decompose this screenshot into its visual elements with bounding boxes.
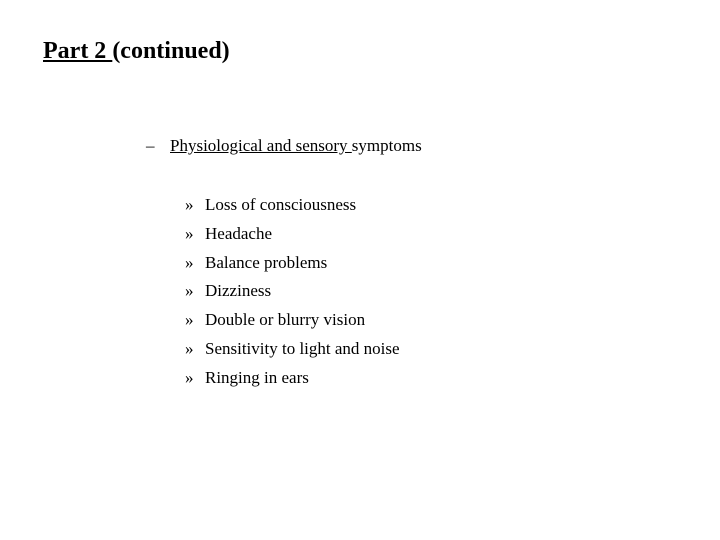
- chevron-bullet-icon: »: [185, 281, 194, 301]
- list-item-text: Headache: [205, 223, 273, 243]
- section-heading-rest: symptoms: [351, 136, 422, 155]
- chevron-bullet-icon: »: [185, 338, 194, 358]
- chevron-bullet-icon: »: [185, 367, 194, 387]
- slide-title: [43, 36, 230, 66]
- list-item-text: Loss of consciousness: [205, 195, 357, 214]
- list-item: [185, 364, 400, 393]
- dash-bullet: –: [146, 136, 155, 155]
- list-item-text: Ringing in ears: [205, 367, 309, 387]
- chevron-bullet-icon: »: [185, 252, 194, 272]
- symptom-list: [185, 191, 400, 393]
- list-item: [185, 306, 400, 335]
- chevron-bullet-icon: »: [185, 195, 194, 214]
- list-item: [185, 335, 400, 364]
- section-heading-underlined: Physiological and sensory: [170, 136, 352, 155]
- list-item: [185, 249, 400, 278]
- slide-title-rest: (continued): [112, 38, 230, 64]
- list-item: [185, 277, 400, 306]
- list-item: [185, 220, 400, 249]
- list-item: [185, 191, 400, 220]
- list-item-text: Balance problems: [205, 252, 328, 272]
- list-item-text: Double or blurry vision: [205, 310, 366, 330]
- slide-title-underlined: Part 2: [43, 38, 113, 64]
- section-heading: [146, 134, 422, 158]
- list-item-text: Sensitivity to light and noise: [205, 338, 400, 358]
- list-item-text: Dizziness: [205, 281, 272, 301]
- chevron-bullet-icon: »: [185, 310, 194, 330]
- chevron-bullet-icon: »: [185, 223, 194, 243]
